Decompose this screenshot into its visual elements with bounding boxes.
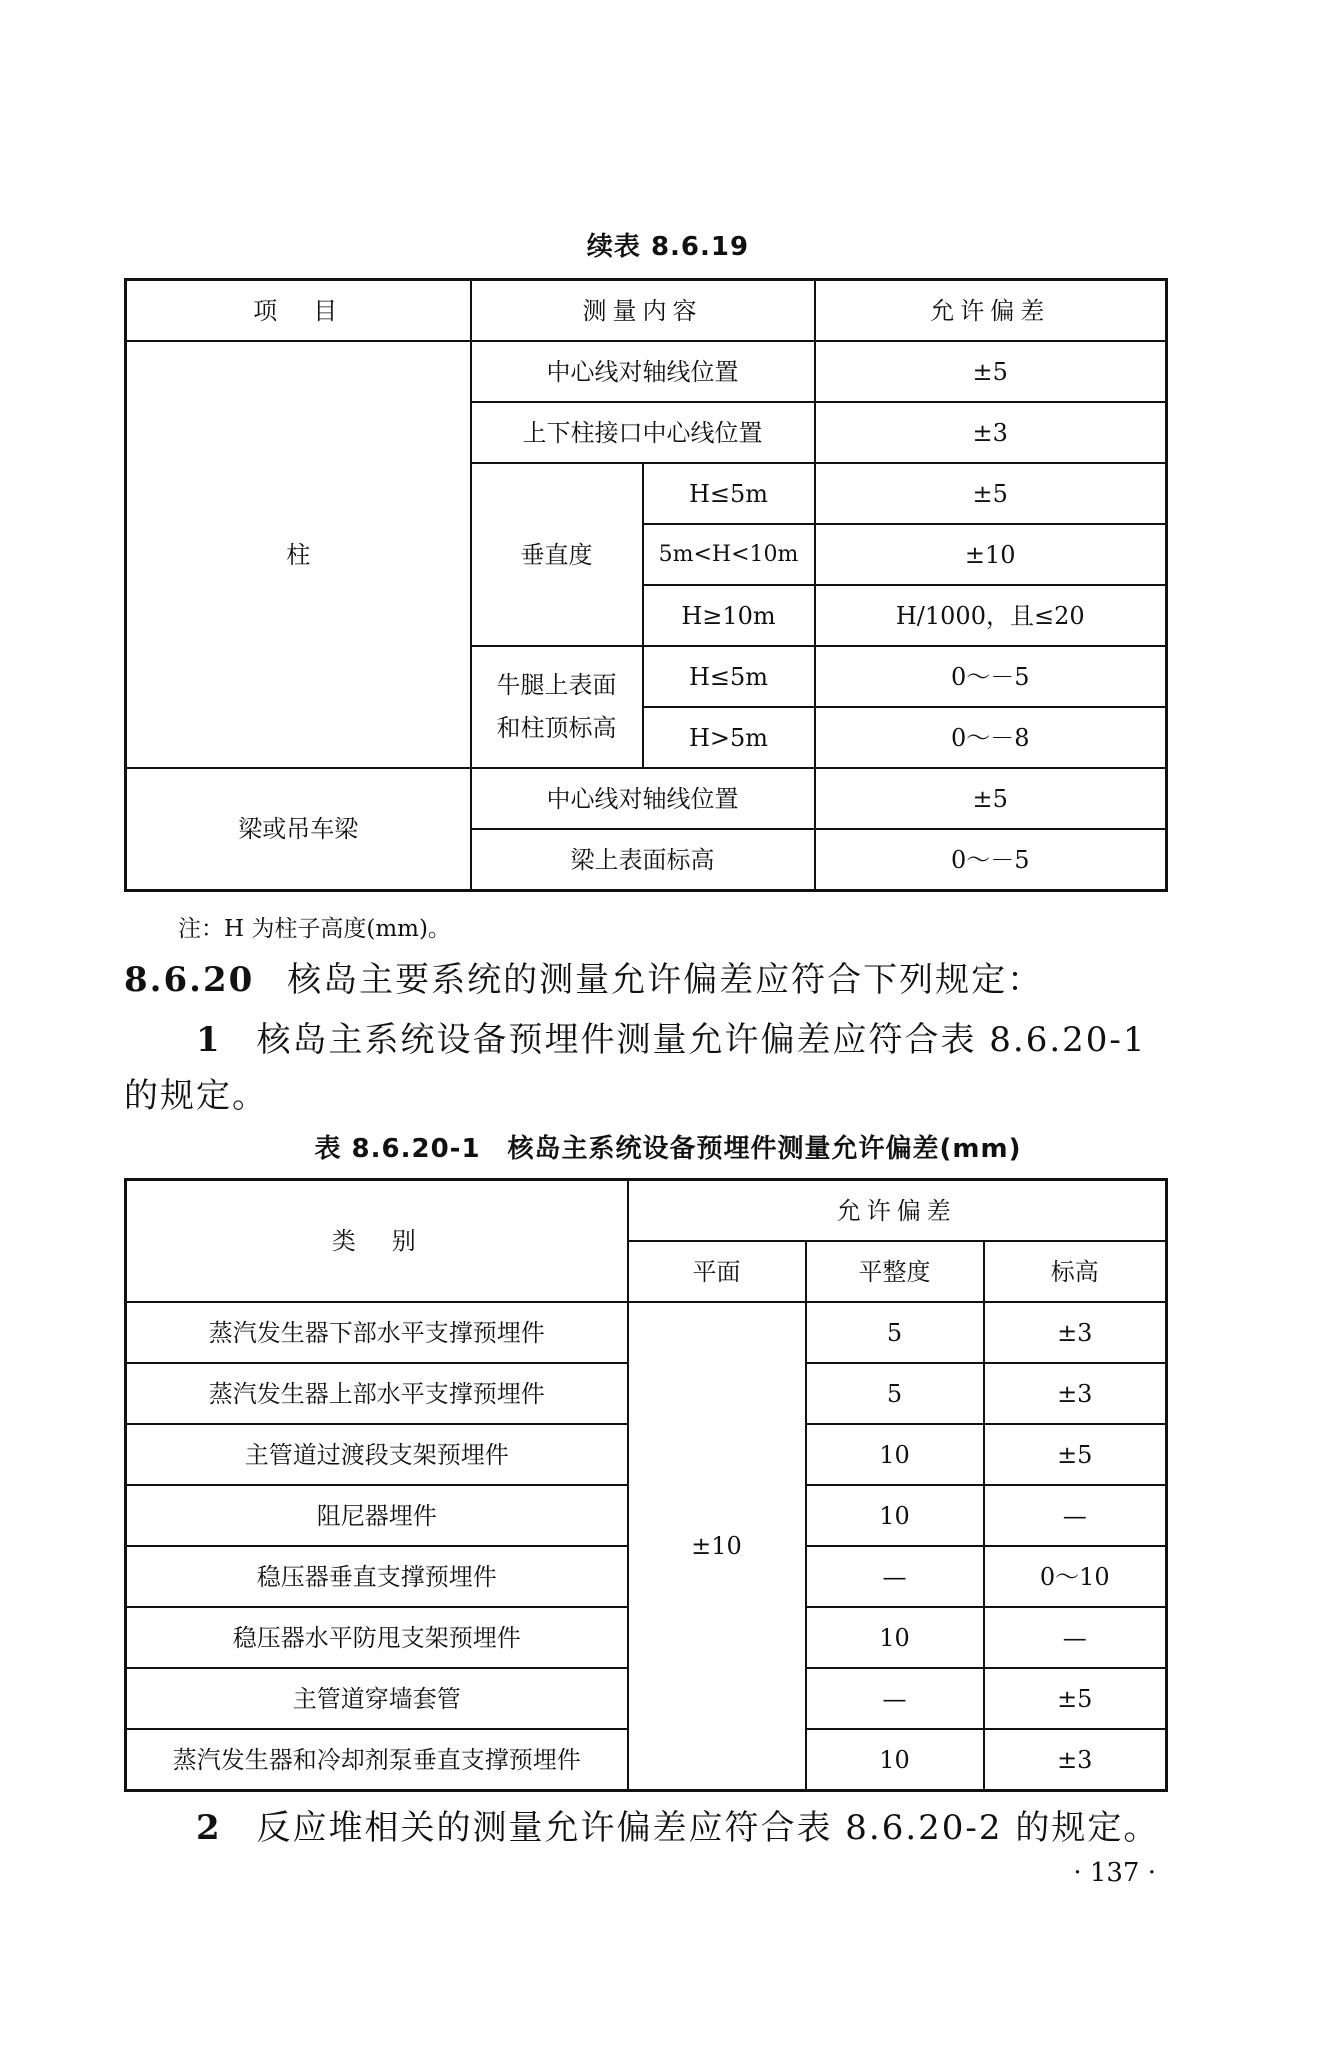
row-flatness: 10 [806, 1729, 984, 1791]
table-note: 注：H 为柱子高度(mm)。 [178, 916, 451, 942]
tolerance-cell: 0～－5 [815, 829, 1167, 891]
bracket-elevation-cell: 牛腿上表面 和柱顶标高 [471, 646, 643, 768]
table-embedded-parts-tolerance [124, 1178, 1168, 1792]
section-paragraph [124, 952, 1043, 1001]
content-cell: 中心线对轴线位置 [471, 341, 815, 402]
header-item: 项 目 [126, 280, 471, 342]
table-column-tolerance [124, 278, 1168, 892]
section-number: 8.6.20 [124, 960, 255, 1000]
row-elevation: — [984, 1485, 1167, 1546]
header-tolerance: 允许偏差 [628, 1180, 1167, 1242]
row-flatness: 10 [806, 1607, 984, 1668]
condition-cell: H≤5m [643, 463, 815, 524]
header-tolerance: 允许偏差 [815, 280, 1167, 342]
table-row [126, 1302, 1167, 1363]
tolerance-cell: 0～－5 [815, 646, 1167, 707]
row-elevation: ±3 [984, 1729, 1167, 1791]
item-2-number: 2 [196, 1808, 222, 1848]
row-name: 蒸汽发生器上部水平支撑预埋件 [126, 1363, 628, 1424]
category-beam: 梁或吊车梁 [126, 768, 471, 891]
page-number: · 137 · [1073, 1858, 1156, 1888]
condition-cell: H≤5m [643, 646, 815, 707]
row-name: 主管道过渡段支架预埋件 [126, 1424, 628, 1485]
row-flatness: — [806, 1546, 984, 1607]
content-cell: 中心线对轴线位置 [471, 768, 815, 829]
table-header-row [126, 280, 1167, 342]
item-1-text: 核岛主系统设备预埋件测量允许偏差应符合表 8.6.20-1 [256, 1020, 1147, 1060]
tolerance-cell: ±10 [815, 524, 1167, 585]
row-name: 主管道穿墙套管 [126, 1668, 628, 1729]
item-1-number: 1 [196, 1020, 222, 1060]
table-row [126, 768, 1167, 829]
table-row [126, 341, 1167, 402]
tolerance-cell: H/1000，且≤20 [815, 585, 1167, 646]
row-elevation: — [984, 1607, 1167, 1668]
condition-cell: 5m<H<10m [643, 524, 815, 585]
item-1-paragraph [196, 1012, 1147, 1061]
row-name: 稳压器水平防甩支架预埋件 [126, 1607, 628, 1668]
header-content: 测量内容 [471, 280, 815, 342]
condition-cell: H≥10m [643, 585, 815, 646]
item-1-continuation: 的规定。 [124, 1076, 268, 1116]
row-elevation: ±5 [984, 1424, 1167, 1485]
row-elevation: ±3 [984, 1363, 1167, 1424]
row-flatness: — [806, 1668, 984, 1729]
row-flatness: 5 [806, 1302, 984, 1363]
subheader-flatness: 平整度 [806, 1241, 984, 1302]
tolerance-cell: ±5 [815, 463, 1167, 524]
row-elevation: 0～10 [984, 1546, 1167, 1607]
row-flatness: 10 [806, 1485, 984, 1546]
row-flatness: 5 [806, 1363, 984, 1424]
verticality-cell: 垂直度 [471, 463, 643, 646]
tolerance-cell: ±3 [815, 402, 1167, 463]
tolerance-cell: 0～－8 [815, 707, 1167, 768]
content-cell: 梁上表面标高 [471, 829, 815, 891]
tolerance-cell: ±5 [815, 341, 1167, 402]
section-text: 核岛主要系统的测量允许偏差应符合下列规定： [287, 960, 1044, 1000]
subheader-plane: 平面 [628, 1241, 806, 1302]
table-caption-continued: 续表 8.6.19 [586, 232, 750, 262]
plane-value-cell: ±10 [628, 1302, 806, 1791]
category-column: 柱 [126, 341, 471, 768]
row-flatness: 10 [806, 1424, 984, 1485]
subheader-elevation: 标高 [984, 1241, 1167, 1302]
row-elevation: ±5 [984, 1668, 1167, 1729]
row-name: 蒸汽发生器下部水平支撑预埋件 [126, 1302, 628, 1363]
row-name: 阻尼器埋件 [126, 1485, 628, 1546]
tolerance-cell: ±5 [815, 768, 1167, 829]
header-category: 类 别 [126, 1180, 628, 1303]
row-elevation: ±3 [984, 1302, 1167, 1363]
item-2-text: 反应堆相关的测量允许偏差应符合表 8.6.20-2 的规定。 [256, 1808, 1160, 1848]
table-caption-8-6-20-1: 表 8.6.20-1 核岛主系统设备预埋件测量允许偏差(mm) [314, 1134, 1022, 1164]
row-name: 蒸汽发生器和冷却剂泵垂直支撑预埋件 [126, 1729, 628, 1791]
row-name: 稳压器垂直支撑预埋件 [126, 1546, 628, 1607]
table-header-row [126, 1180, 1167, 1242]
condition-cell: H>5m [643, 707, 815, 768]
content-cell: 上下柱接口中心线位置 [471, 402, 815, 463]
item-2-paragraph [196, 1800, 1159, 1849]
